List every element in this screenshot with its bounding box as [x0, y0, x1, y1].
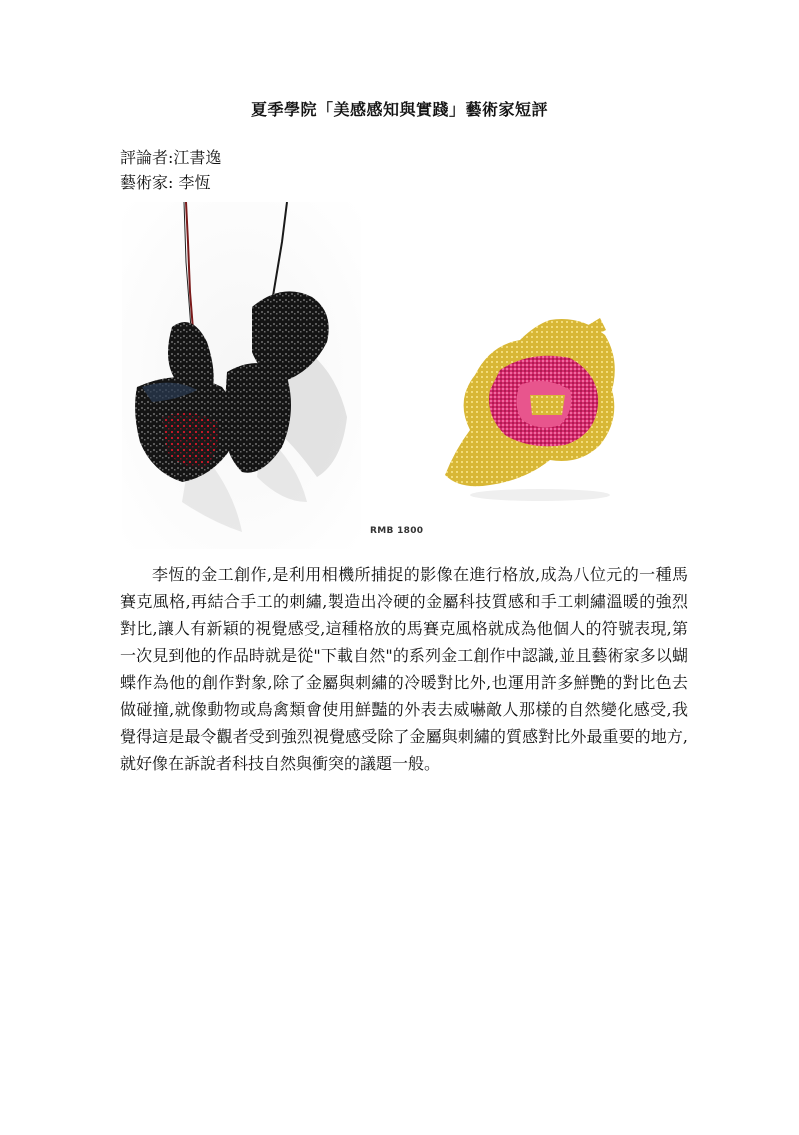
artist-line: 藝術家: 李恆	[120, 173, 211, 192]
price-label: RMB 1800	[370, 526, 424, 536]
review-paragraph: 李恆的金工創作,是利用相機所捕捉的影像在進行格放,成為八位元的一種馬賽克風格,再結合手工的刺繡,製造出冷硬的金屬科技質感和手工刺繡溫暖的強烈對比,讓人有新穎的視覺感受,這種格放的馬賽克風格就成為他個人的符號表現,第一次見到他的作品時就是從"下載自然"的系列金工創作中認識,並且藝術家多以蝴蝶作為他的創作對象,除了金屬與刺繡的冷暖對比外,也運用許多鮮艷的對比色去做碰撞,就像動物或鳥禽類會使用鮮豔的外表去威嚇敵人那樣的自然變化感受,我覺得這是最令觀者受到強烈視覺感受除了金屬與刺繡的質感對比外最重要的地方,就好像在訴說者科技自然與衝突的議題一般。	[120, 565, 688, 773]
page-title: 夏季學院「美感感知與實踐」藝術家短評	[250, 100, 548, 119]
reviewer-line: 評論者:江書逸	[120, 148, 222, 167]
black-butterfly-necklace-image	[122, 202, 361, 549]
pink-gold-brooch-image	[430, 300, 645, 515]
